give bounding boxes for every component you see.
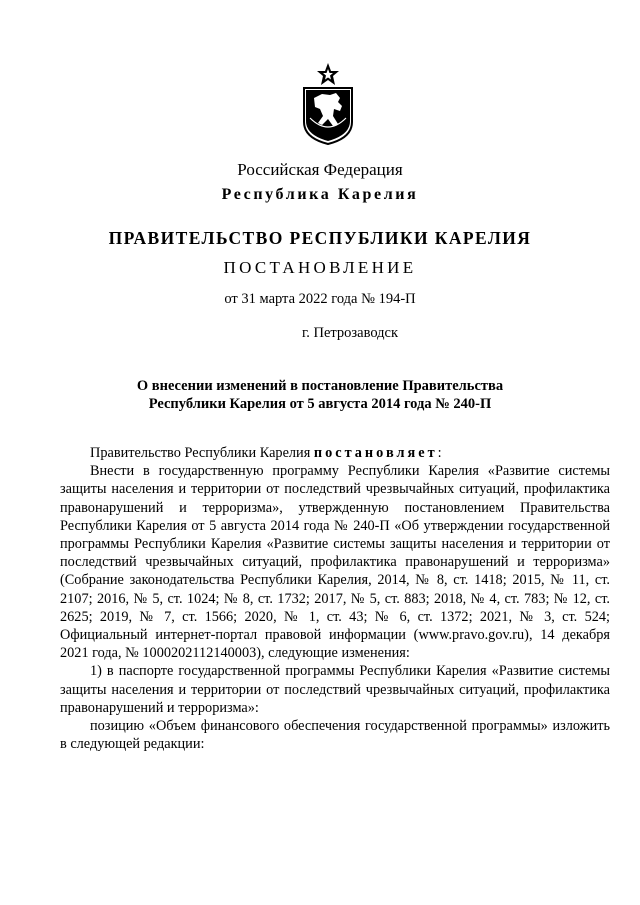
document-city: г. Петрозаводск (301, 325, 399, 341)
intro-end: : (437, 445, 442, 461)
document-body (60, 444, 610, 753)
document-date-number: от 31 марта 2022 года № 194-П (224, 291, 416, 307)
document-subject (0, 377, 640, 413)
subject-line-2: Республики Карелия от 5 августа 2014 года № 240-П (148, 396, 492, 412)
country-name: Российская Федерация (237, 160, 403, 179)
subject-line-1: О внесении изменений в постановление Правительства (136, 378, 504, 394)
intro-verb: постановляет (313, 445, 438, 461)
paragraph-1: Внести в государственную программу Республики Карелия «Развитие системы защиты населения и территории от последствий чрезвычайных ситуаций, профилактика правонарушений и терроризма», утвержденную постановлением Правительства Республики Карелия от 5 августа 2014 года № 240-П «Об утверждении государственной программы Республики Карелия «Развитие системы защиты населения и территории от последствий чрезвычайных ситуаций, профилактика правонарушений и терроризма» (Собрание законодательства Республики Карелия, 2014, № 8, ст. 1418; 2015, № 11, ст. 2107; 2016, № 5, ст. 1024; № 8, ст. 1732; 2017, № 5, ст. 883; 2018, № 4, ст. 783; № 12, ст. 2625; 2019, № 7, ст. 1566; 2020, № 1, ст. 43; № 6, ст. 1372; 2021, № 3, ст. 524; Официальный интернет-портал правовой информации (www.pravo.gov.ru), 14 декабря 2021 года, № 1000202112140003), следующие изменения: (60, 463, 610, 662)
government-title: ПРАВИТЕЛЬСТВО РЕСПУБЛИКИ КАРЕЛИЯ (108, 228, 532, 248)
paragraph-3: позицию «Объем финансового обеспечения государственной программы» изложить в следующей редакции: (60, 718, 610, 753)
star-icon (317, 63, 339, 85)
intro-paragraph (60, 444, 610, 462)
intro-text: Правительство Республики Карелия (90, 445, 314, 461)
coat-of-arms-emblem (300, 62, 356, 146)
republic-name: Республика Карелия (221, 186, 419, 203)
paragraph-2: 1) в паспорте государственной программы Республики Карелия «Развитие системы защиты населения и территории от последствий чрезвычайных ситуаций, профилактика правонарушений и терроризма»: (60, 663, 610, 716)
document-type: ПОСТАНОВЛЕНИЕ (223, 258, 417, 277)
